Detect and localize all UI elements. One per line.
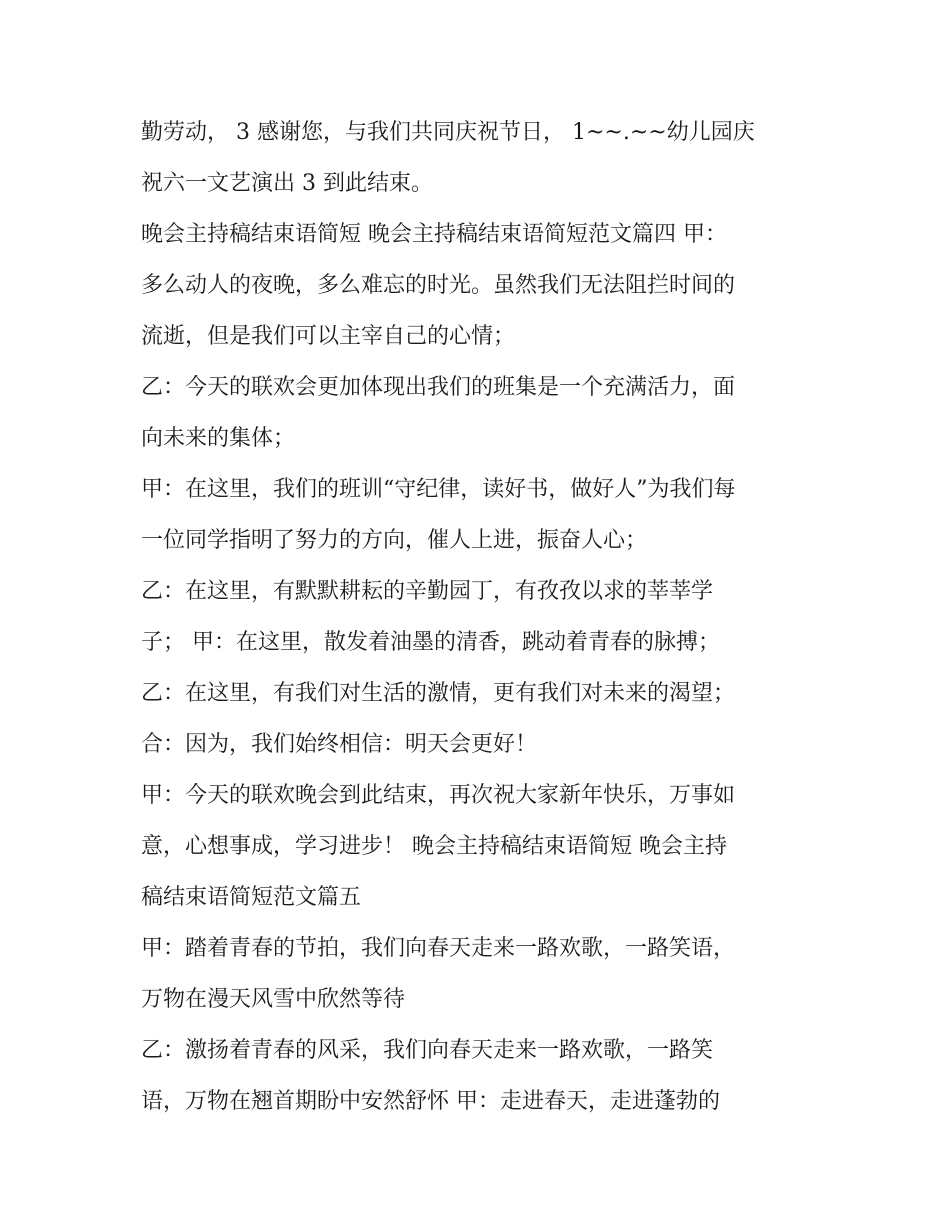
text-line: 乙：在这里，有我们对生活的激情，更有我们对未来的渴望； (141, 681, 736, 706)
text-line: 流逝，但是我们可以主宰自己的心情； (141, 324, 516, 349)
text-line: 语，万物在翘首期盼中安然舒怀 甲：走进春天，走进蓬勃的 (141, 1089, 720, 1114)
text-line: 一位同学指明了努力的方向，催人上进，振奋人心； (141, 528, 648, 553)
text-line: 甲：在这里，我们的班训“守纪律，读好书，做好人”为我们每 (141, 477, 736, 502)
text-line: 乙：在这里，有默默耕耘的辛勤园丁，有孜孜以求的莘莘学 (141, 579, 714, 604)
text-line: 稿结束语简短范文篇五 (141, 885, 362, 910)
text-line: 甲：踏着青春的节拍，我们向春天走来一路欢歌，一路笑语， (141, 936, 736, 961)
text-line: 乙：今天的联欢会更加体现出我们的班集是一个充满活力，面 (141, 375, 736, 400)
text-line: 子； 甲：在这里，散发着油墨的清香，跳动着青春的脉搏； (141, 630, 720, 655)
text-line: 万物在漫天风雪中欣然等待 (141, 987, 406, 1012)
text-line: 合：因为，我们始终相信：明天会更好！ (141, 732, 538, 757)
document-body (141, 107, 821, 1127)
text-line: 向未来的集体； (141, 426, 296, 451)
text-line: 祝六一文艺演出 3 到此结束。 (141, 171, 433, 196)
text-line: 勤劳动， 3 感谢您，与我们共同庆祝节日， 1~~.~~幼儿园庆 (141, 120, 755, 145)
text-line: 乙：激扬着青春的风采，我们向春天走来一路欢歌，一路笑 (141, 1038, 714, 1063)
text-line: 多么动人的夜晚，多么难忘的时光。虽然我们无法阻拦时间的 (141, 273, 736, 298)
text-line: 晚会主持稿结束语简短 晚会主持稿结束语简短范文篇四 甲： (141, 222, 727, 247)
text-line: 意，心想事成，学习进步！ 晚会主持稿结束语简短 晚会主持 (141, 834, 727, 859)
text-line: 甲：今天的联欢晚会到此结束，再次祝大家新年快乐，万事如 (141, 783, 736, 808)
